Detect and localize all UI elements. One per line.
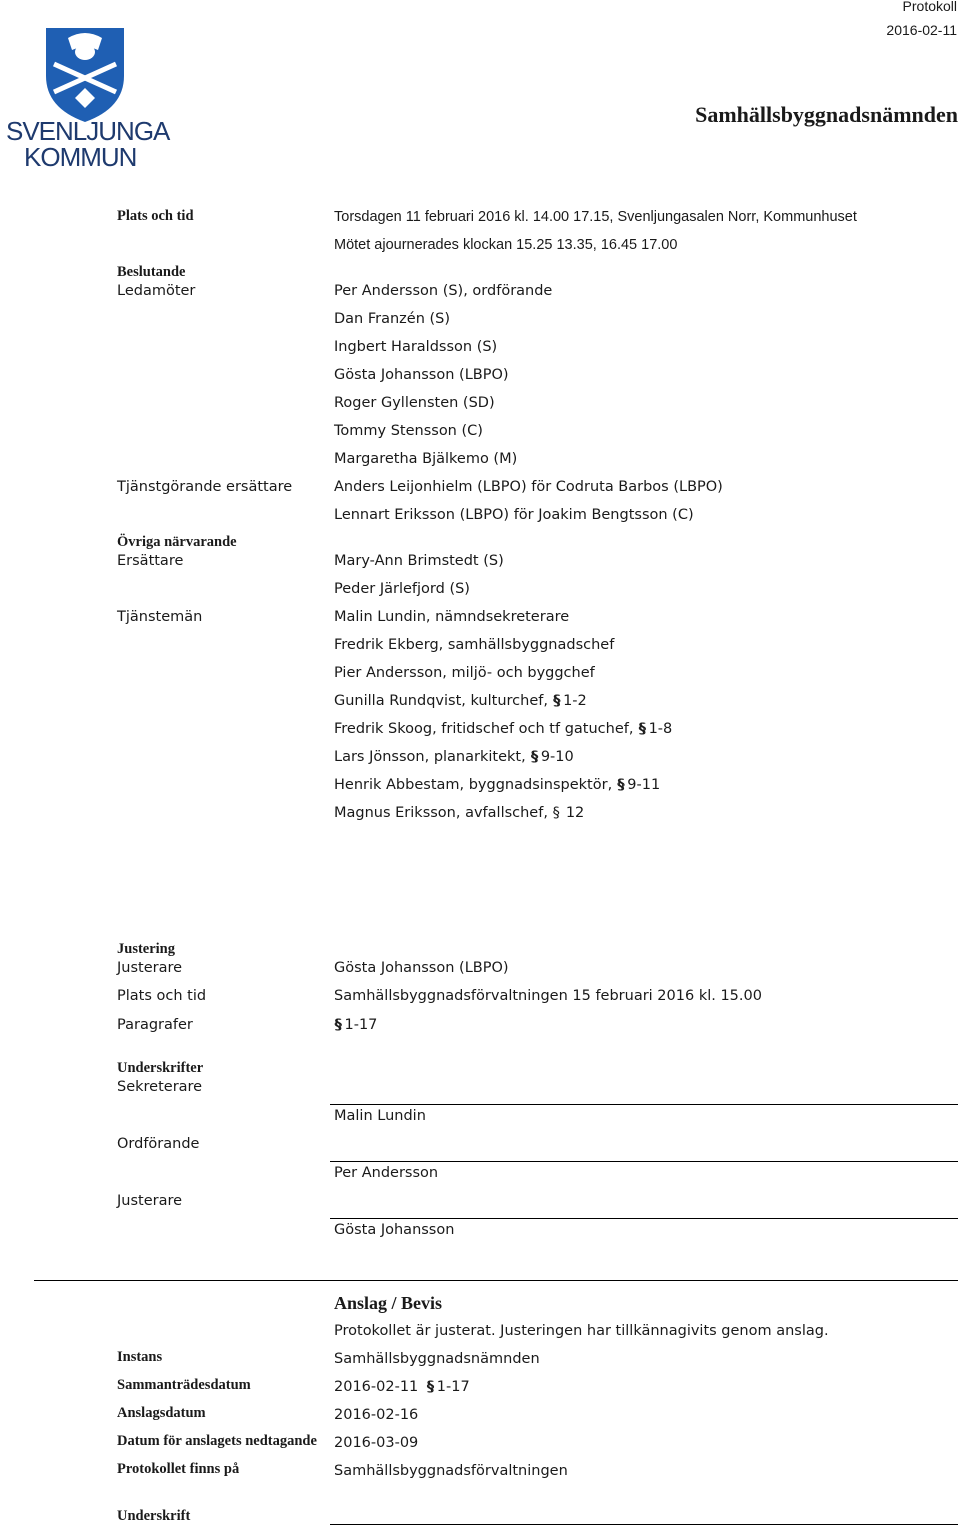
secretary-signature-line xyxy=(330,1104,958,1105)
substitute-item: Peder Järlefjord (S) xyxy=(334,581,470,597)
signature-adjuster-label: Justerare xyxy=(117,1193,183,1209)
notice-divider xyxy=(34,1280,958,1281)
location-label: Protokollet finns på xyxy=(117,1461,240,1477)
official-item xyxy=(334,637,614,653)
removal-date-value: 2016-03-09 xyxy=(334,1435,419,1451)
meeting-date: 2016-02-11 xyxy=(334,1379,419,1395)
chair-signature-line xyxy=(330,1161,958,1162)
officials-label: Tjänstemän xyxy=(117,609,203,625)
place-time-value: Torsdagen 11 februari 2016 kl. 14.00 17.15, Svenljungasalen Norr, Kommunhuset xyxy=(334,209,857,225)
official-text: Pier Andersson, miljö- och byggchef xyxy=(334,665,595,681)
member-item: Margaretha Bjälkemo (M) xyxy=(334,451,518,467)
substitutes-label: Ersättare xyxy=(117,553,184,569)
official-item xyxy=(334,665,595,681)
adjuster-label: Justerare xyxy=(117,960,183,976)
paragraphs-label: Paragrafer xyxy=(117,1017,193,1033)
official-paragraphs: 12 xyxy=(565,805,585,821)
member-item: Ingbert Haraldsson (S) xyxy=(334,339,498,355)
notice-title: Anslag / Bevis xyxy=(334,1293,443,1313)
official-text: Malin Lundin, nämndsekreterare xyxy=(334,609,570,625)
paragraph-sign-icon: §§ xyxy=(334,1017,337,1033)
document-type: Protokoll xyxy=(902,0,957,14)
official-paragraphs: 1-8 xyxy=(648,721,673,737)
official-text: Fredrik Ekberg, samhällsbyggnadschef xyxy=(334,637,615,653)
official-item xyxy=(334,721,672,737)
notice-statement: Protokollet är justerat. Justeringen har tillkännagivits genom anslag. xyxy=(334,1323,829,1339)
paragraph-sign-icon: § xyxy=(552,805,560,821)
paragraphs-value xyxy=(334,1017,377,1033)
paragraph-sign-icon: §§ xyxy=(552,693,556,709)
signatures-section-label: Underskrifter xyxy=(117,1060,204,1076)
paragraph-sign-icon: §§ xyxy=(638,721,641,737)
official-paragraphs: 1-2 xyxy=(563,693,587,709)
document-date: 2016-02-11 xyxy=(886,22,957,38)
removal-date-label: Datum för anslagets nedtagande xyxy=(117,1433,317,1449)
substitutes-serving-label: Tjänstgörande ersättare xyxy=(117,479,293,495)
meeting-date-value xyxy=(334,1379,470,1395)
official-text: Fredrik Skoog, fritidschef och tf gatuchef, xyxy=(334,721,639,737)
location-value: Samhällsbyggnadsförvaltningen xyxy=(334,1463,568,1479)
secretary-name: Malin Lundin xyxy=(334,1108,426,1124)
official-text: Henrik Abbestam, byggnadsinspektör, xyxy=(334,777,617,793)
adjustment-place-time-value: Samhällsbyggnadsförvaltningen 15 februari 2016 kl. 15.00 xyxy=(334,988,762,1004)
member-item: Dan Franzén (S) xyxy=(334,311,451,327)
official-text: Magnus Eriksson, avfallschef, xyxy=(334,805,553,821)
substitute-item: Mary-Ann Brimstedt (S) xyxy=(334,553,504,569)
official-item xyxy=(334,693,587,709)
committee-title: Samhällsbyggnadsnämnden xyxy=(695,102,958,127)
deciding-label: Beslutande xyxy=(117,264,186,280)
substitute-serving-item: Anders Leijonhielm (LBPO) för Codruta Barbos (LBPO) xyxy=(334,479,723,495)
paragraph-sign-icon: §§ xyxy=(426,1379,429,1395)
others-present-label: Övriga närvarande xyxy=(117,534,237,550)
meeting-date-label: Sammanträdesdatum xyxy=(117,1377,251,1393)
coat-of-arms-icon xyxy=(6,24,164,124)
notice-signature-line xyxy=(330,1524,958,1525)
chair-label: Ordförande xyxy=(117,1136,200,1152)
posting-date-label: Anslagsdatum xyxy=(117,1405,206,1421)
signature-label: Underskrift xyxy=(117,1508,191,1524)
adjourned-value: Mötet ajournerades klockan 15.25 13.35, 16.45 17.00 xyxy=(334,237,678,253)
official-text: Lars Jönsson, planarkitekt, xyxy=(334,749,531,765)
official-text: Gunilla Rundqvist, kulturchef, xyxy=(334,693,553,709)
instance-value: Samhällsbyggnadsnämnden xyxy=(334,1351,540,1367)
official-item xyxy=(334,609,569,625)
posting-date-value: 2016-02-16 xyxy=(334,1407,419,1423)
signature-adjuster-name: Gösta Johansson xyxy=(334,1222,455,1238)
official-paragraphs: 9-11 xyxy=(627,777,661,793)
members-label: Ledamöter xyxy=(117,283,196,299)
official-item xyxy=(334,777,660,793)
official-paragraphs: 9-10 xyxy=(540,749,574,765)
logo-text-line2: KOMMUN xyxy=(24,142,137,172)
adjuster-value: Gösta Johansson (LBPO) xyxy=(334,960,509,976)
paragraphs-range: 1-17 xyxy=(344,1017,378,1033)
official-item xyxy=(334,749,574,765)
adjustment-place-time-label: Plats och tid xyxy=(117,988,207,1004)
member-item: Per Andersson (S), ordförande xyxy=(334,283,553,299)
chair-name: Per Andersson xyxy=(334,1165,439,1181)
paragraph-sign-icon: §§ xyxy=(530,749,533,765)
paragraph-sign-icon: §§ xyxy=(616,777,620,793)
substitute-serving-item: Lennart Eriksson (LBPO) för Joakim Bengtsson (C) xyxy=(334,507,694,523)
logo-text-line1: SVENLJUNGA xyxy=(6,116,170,146)
meeting-paragraphs: 1-17 xyxy=(436,1379,470,1395)
member-item: Roger Gyllensten (SD) xyxy=(334,395,495,411)
official-item xyxy=(334,805,584,821)
member-item: Gösta Johansson (LBPO) xyxy=(334,367,509,383)
instance-label: Instans xyxy=(117,1349,163,1365)
secretary-label: Sekreterare xyxy=(117,1079,203,1095)
adjuster-signature-line xyxy=(330,1218,958,1219)
adjustment-section-label: Justering xyxy=(117,941,175,957)
place-time-label: Plats och tid xyxy=(117,208,194,224)
member-item: Tommy Stensson (C) xyxy=(334,423,483,439)
municipality-logo xyxy=(6,24,170,174)
